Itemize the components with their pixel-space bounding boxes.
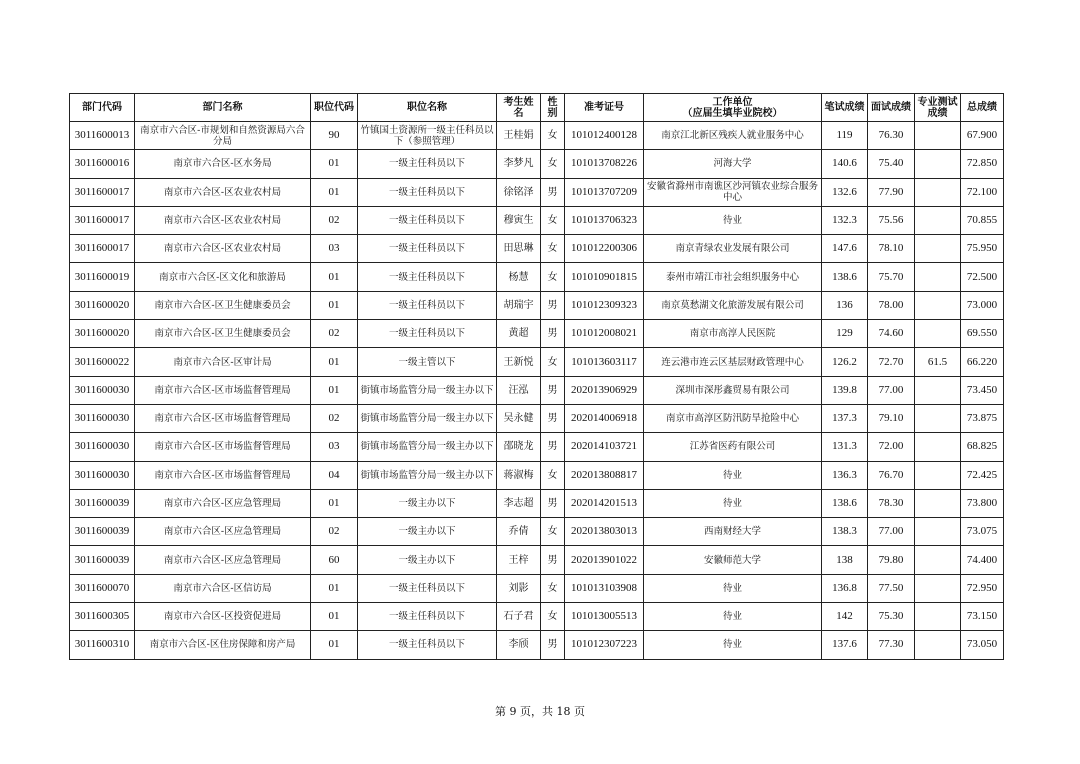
cell-gender: 女 [541,206,565,234]
cell-interview-score: 76.30 [868,122,915,150]
cell-work-unit: 西南财经大学 [644,518,822,546]
cell-gender: 男 [541,320,565,348]
cell-gender: 男 [541,291,565,319]
cell-interview-score: 72.70 [868,348,915,376]
cell-gender: 男 [541,178,565,206]
table-row [70,574,1004,602]
cell-candidate-name: 徐铭泽 [497,178,541,206]
cell-dept-name: 南京市六合区-区卫生健康委员会 [135,320,311,348]
cell-work-unit: 南京青绿农业发展有限公司 [644,235,822,263]
cell-interview-score: 75.70 [868,263,915,291]
cell-dept-name: 南京市六合区-区水务局 [135,150,311,178]
table-row [70,263,1004,291]
cell-position-code: 02 [311,404,358,432]
cell-gender: 男 [541,546,565,574]
cell-total-score: 72.850 [961,150,1004,178]
cell-dept-name: 南京市六合区-区审计局 [135,348,311,376]
cell-position-name: 一级主任科员以下 [358,320,497,348]
cell-exam-number: 202013808817 [565,461,644,489]
table-row [70,122,1004,150]
cell-dept-code: 3011600016 [70,150,135,178]
cell-exam-number: 101010901815 [565,263,644,291]
cell-position-name: 一级主任科员以下 [358,603,497,631]
cell-work-unit: 待业 [644,489,822,517]
cell-candidate-name: 穆寅生 [497,206,541,234]
cell-position-code: 90 [311,122,358,150]
cell-gender: 男 [541,404,565,432]
cell-professional-test-score [915,461,961,489]
cell-dept-code: 3011600017 [70,235,135,263]
cell-interview-score: 79.10 [868,404,915,432]
header-exam-number: 准考证号 [565,94,644,122]
cell-exam-number: 202014103721 [565,433,644,461]
cell-total-score: 69.550 [961,320,1004,348]
cell-position-code: 01 [311,150,358,178]
cell-dept-name: 南京市六合区-区农业农村局 [135,178,311,206]
table-row [70,546,1004,574]
cell-total-score: 75.950 [961,235,1004,263]
cell-written-score: 138 [822,546,868,574]
cell-position-name: 街镇市场监管分局一级主办以下 [358,433,497,461]
cell-position-name: 一级主办以下 [358,546,497,574]
cell-candidate-name: 王桂娟 [497,122,541,150]
cell-dept-name: 南京市六合区-区住房保障和房产局 [135,631,311,659]
table-row [70,235,1004,263]
table-row [70,206,1004,234]
cell-candidate-name: 吴永健 [497,404,541,432]
cell-dept-name: 南京市六合区-区应急管理局 [135,546,311,574]
cell-interview-score: 75.56 [868,206,915,234]
table-body [70,122,1004,660]
cell-gender: 女 [541,518,565,546]
cell-written-score: 132.3 [822,206,868,234]
cell-dept-code: 3011600310 [70,631,135,659]
cell-professional-test-score [915,433,961,461]
cell-interview-score: 75.30 [868,603,915,631]
table-row [70,603,1004,631]
cell-exam-number: 202013906929 [565,376,644,404]
cell-exam-number: 101013103908 [565,574,644,602]
cell-written-score: 139.8 [822,376,868,404]
table-row [70,404,1004,432]
cell-work-unit: 待业 [644,631,822,659]
score-table [69,93,1004,660]
cell-professional-test-score [915,404,961,432]
cell-professional-test-score [915,574,961,602]
cell-work-unit: 河海大学 [644,150,822,178]
cell-candidate-name: 石子君 [497,603,541,631]
cell-interview-score: 77.50 [868,574,915,602]
cell-position-name: 一级主任科员以下 [358,150,497,178]
cell-written-score: 129 [822,320,868,348]
cell-professional-test-score [915,150,961,178]
cell-total-score: 73.800 [961,489,1004,517]
cell-position-code: 02 [311,518,358,546]
cell-dept-name: 南京市六合区-区农业农村局 [135,206,311,234]
cell-gender: 女 [541,603,565,631]
cell-dept-name: 南京市六合区-区市场监督管理局 [135,433,311,461]
cell-work-unit: 安徽省滁州市南谯区沙河镇农业综合服务中心 [644,178,822,206]
cell-position-code: 01 [311,376,358,404]
cell-written-score: 136 [822,291,868,319]
cell-gender: 女 [541,235,565,263]
cell-candidate-name: 杨慧 [497,263,541,291]
cell-gender: 男 [541,631,565,659]
table-row [70,348,1004,376]
cell-total-score: 73.450 [961,376,1004,404]
cell-dept-code: 3011600013 [70,122,135,150]
cell-exam-number: 101012307223 [565,631,644,659]
cell-written-score: 131.3 [822,433,868,461]
cell-position-name: 一级主任科员以下 [358,235,497,263]
cell-position-name: 街镇市场监管分局一级主办以下 [358,376,497,404]
cell-total-score: 66.220 [961,348,1004,376]
cell-position-code: 01 [311,291,358,319]
cell-interview-score: 79.80 [868,546,915,574]
cell-work-unit: 南京莫愁湖文化旅游发展有限公司 [644,291,822,319]
cell-written-score: 147.6 [822,235,868,263]
cell-written-score: 138.6 [822,489,868,517]
cell-work-unit: 深圳市深彤鑫贸易有限公司 [644,376,822,404]
cell-professional-test-score [915,631,961,659]
cell-professional-test-score [915,489,961,517]
cell-position-code: 03 [311,235,358,263]
header-position-name: 职位名称 [358,94,497,122]
cell-total-score: 68.825 [961,433,1004,461]
cell-position-name: 一级主任科员以下 [358,574,497,602]
cell-position-name: 一级主任科员以下 [358,263,497,291]
cell-professional-test-score [915,320,961,348]
cell-candidate-name: 汪泓 [497,376,541,404]
cell-gender: 女 [541,122,565,150]
cell-gender: 女 [541,461,565,489]
table-row [70,489,1004,517]
cell-written-score: 140.6 [822,150,868,178]
header-written-score: 笔试成绩 [822,94,868,122]
cell-candidate-name: 李志超 [497,489,541,517]
cell-written-score: 119 [822,122,868,150]
cell-professional-test-score [915,206,961,234]
cell-gender: 女 [541,150,565,178]
cell-position-name: 街镇市场监管分局一级主办以下 [358,461,497,489]
header-candidate-name: 考生姓名 [497,94,541,122]
cell-candidate-name: 胡瑞宇 [497,291,541,319]
cell-professional-test-score [915,263,961,291]
cell-dept-code: 3011600019 [70,263,135,291]
cell-total-score: 72.425 [961,461,1004,489]
cell-candidate-name: 蒋淑梅 [497,461,541,489]
cell-professional-test-score [915,546,961,574]
cell-dept-name: 南京市六合区-区市场监督管理局 [135,404,311,432]
cell-work-unit: 安徽师范大学 [644,546,822,574]
cell-work-unit: 待业 [644,574,822,602]
cell-professional-test-score [915,291,961,319]
header-professional-test-score: 专业测试成绩 [915,94,961,122]
cell-position-code: 01 [311,574,358,602]
cell-exam-number: 101013706323 [565,206,644,234]
table-row [70,433,1004,461]
cell-candidate-name: 李颀 [497,631,541,659]
cell-gender: 男 [541,376,565,404]
cell-candidate-name: 黄超 [497,320,541,348]
cell-dept-code: 3011600017 [70,206,135,234]
cell-position-code: 60 [311,546,358,574]
cell-written-score: 138.3 [822,518,868,546]
cell-work-unit: 连云港市连云区基层财政管理中心 [644,348,822,376]
table-row [70,320,1004,348]
header-work-unit: 工作单位 （应届生填毕业院校） [644,94,822,122]
cell-written-score: 137.6 [822,631,868,659]
cell-position-name: 竹镇国土资源所一级主任科员以下（参照管理） [358,122,497,150]
cell-total-score: 74.400 [961,546,1004,574]
cell-position-code: 02 [311,206,358,234]
cell-exam-number: 202014006918 [565,404,644,432]
header-row [70,94,1004,122]
cell-dept-code: 3011600030 [70,461,135,489]
cell-total-score: 73.075 [961,518,1004,546]
cell-work-unit: 南京市高淳区防汛防旱抢险中心 [644,404,822,432]
cell-gender: 女 [541,348,565,376]
cell-dept-code: 3011600039 [70,518,135,546]
cell-dept-code: 3011600020 [70,320,135,348]
cell-exam-number: 202014201513 [565,489,644,517]
table-row [70,150,1004,178]
cell-gender: 男 [541,433,565,461]
cell-interview-score: 77.00 [868,376,915,404]
cell-exam-number: 101012309323 [565,291,644,319]
cell-total-score: 72.950 [961,574,1004,602]
cell-professional-test-score [915,178,961,206]
cell-exam-number: 202013901022 [565,546,644,574]
table-row [70,376,1004,404]
cell-dept-code: 3011600017 [70,178,135,206]
cell-interview-score: 74.60 [868,320,915,348]
cell-exam-number: 101013707209 [565,178,644,206]
cell-dept-code: 3011600020 [70,291,135,319]
cell-interview-score: 77.30 [868,631,915,659]
cell-professional-test-score [915,603,961,631]
cell-written-score: 136.8 [822,574,868,602]
cell-work-unit: 南京江北新区残疾人就业服务中心 [644,122,822,150]
cell-position-name: 一级主任科员以下 [358,206,497,234]
header-dept-code: 部门代码 [70,94,135,122]
cell-position-code: 01 [311,178,358,206]
table-row [70,518,1004,546]
cell-dept-code: 3011600070 [70,574,135,602]
score-table-container [69,93,1004,660]
cell-work-unit: 待业 [644,603,822,631]
table-row [70,291,1004,319]
cell-work-unit: 待业 [644,461,822,489]
cell-position-name: 一级主办以下 [358,518,497,546]
cell-position-code: 01 [311,631,358,659]
cell-gender: 男 [541,489,565,517]
cell-dept-name: 南京市六合区-区信访局 [135,574,311,602]
cell-dept-code: 3011600039 [70,546,135,574]
table-row [70,461,1004,489]
cell-interview-score: 77.90 [868,178,915,206]
cell-total-score: 67.900 [961,122,1004,150]
cell-candidate-name: 刘影 [497,574,541,602]
cell-dept-name: 南京市六合区-区农业农村局 [135,235,311,263]
cell-dept-code: 3011600022 [70,348,135,376]
cell-dept-code: 3011600305 [70,603,135,631]
page-number: 第 9 页，共 18 页 [495,705,585,718]
cell-candidate-name: 王新悦 [497,348,541,376]
cell-gender: 女 [541,263,565,291]
cell-gender: 女 [541,574,565,602]
cell-dept-name: 南京市六合区-区投资促进局 [135,603,311,631]
cell-total-score: 72.100 [961,178,1004,206]
cell-exam-number: 101013708226 [565,150,644,178]
cell-written-score: 132.6 [822,178,868,206]
cell-dept-name: 南京市六合区-区市场监督管理局 [135,461,311,489]
cell-dept-name: 南京市六合区-区文化和旅游局 [135,263,311,291]
header-interview-score: 面试成绩 [868,94,915,122]
cell-written-score: 137.3 [822,404,868,432]
cell-candidate-name: 田思琳 [497,235,541,263]
cell-dept-name: 南京市六合区-区应急管理局 [135,489,311,517]
cell-dept-name: 南京市六合区-市规划和自然资源局六合分局 [135,122,311,150]
cell-dept-code: 3011600030 [70,433,135,461]
header-dept-name: 部门名称 [135,94,311,122]
cell-work-unit: 江苏省医药有限公司 [644,433,822,461]
cell-dept-name: 南京市六合区-区市场监督管理局 [135,376,311,404]
cell-position-name: 一级主任科员以下 [358,631,497,659]
cell-interview-score: 75.40 [868,150,915,178]
cell-work-unit: 待业 [644,206,822,234]
cell-professional-test-score [915,122,961,150]
cell-interview-score: 77.00 [868,518,915,546]
cell-position-code: 01 [311,489,358,517]
cell-professional-test-score: 61.5 [915,348,961,376]
cell-position-name: 一级主办以下 [358,489,497,517]
cell-position-code: 04 [311,461,358,489]
header-position-code: 职位代码 [311,94,358,122]
cell-candidate-name: 邵晓龙 [497,433,541,461]
cell-work-unit: 南京市高淳人民医院 [644,320,822,348]
cell-interview-score: 76.70 [868,461,915,489]
cell-position-code: 03 [311,433,358,461]
cell-dept-name: 南京市六合区-区应急管理局 [135,518,311,546]
cell-candidate-name: 李梦凡 [497,150,541,178]
cell-exam-number: 101013005513 [565,603,644,631]
cell-position-code: 02 [311,320,358,348]
cell-professional-test-score [915,376,961,404]
cell-candidate-name: 王梓 [497,546,541,574]
cell-written-score: 138.6 [822,263,868,291]
cell-position-name: 街镇市场监管分局一级主办以下 [358,404,497,432]
cell-exam-number: 101012008021 [565,320,644,348]
cell-interview-score: 78.00 [868,291,915,319]
cell-dept-code: 3011600039 [70,489,135,517]
cell-exam-number: 101012200306 [565,235,644,263]
cell-exam-number: 101013603117 [565,348,644,376]
cell-position-code: 01 [311,348,358,376]
cell-written-score: 126.2 [822,348,868,376]
table-row [70,631,1004,659]
cell-total-score: 73.000 [961,291,1004,319]
cell-total-score: 73.875 [961,404,1004,432]
cell-dept-name: 南京市六合区-区卫生健康委员会 [135,291,311,319]
cell-interview-score: 78.10 [868,235,915,263]
header-gender: 性别 [541,94,565,122]
cell-position-name: 一级主任科员以下 [358,178,497,206]
header-total-score: 总成绩 [961,94,1004,122]
cell-exam-number: 202013803013 [565,518,644,546]
cell-total-score: 73.050 [961,631,1004,659]
cell-dept-code: 3011600030 [70,404,135,432]
cell-professional-test-score [915,518,961,546]
cell-position-code: 01 [311,263,358,291]
cell-position-code: 01 [311,603,358,631]
cell-candidate-name: 乔倩 [497,518,541,546]
cell-position-name: 一级主任科员以下 [358,291,497,319]
cell-written-score: 142 [822,603,868,631]
cell-total-score: 72.500 [961,263,1004,291]
cell-work-unit: 泰州市靖江市社会组织服务中心 [644,263,822,291]
cell-dept-code: 3011600030 [70,376,135,404]
cell-exam-number: 101012400128 [565,122,644,150]
cell-interview-score: 72.00 [868,433,915,461]
table-row [70,178,1004,206]
cell-total-score: 70.855 [961,206,1004,234]
cell-written-score: 136.3 [822,461,868,489]
cell-interview-score: 78.30 [868,489,915,517]
cell-total-score: 73.150 [961,603,1004,631]
cell-position-name: 一级主管以下 [358,348,497,376]
cell-professional-test-score [915,235,961,263]
